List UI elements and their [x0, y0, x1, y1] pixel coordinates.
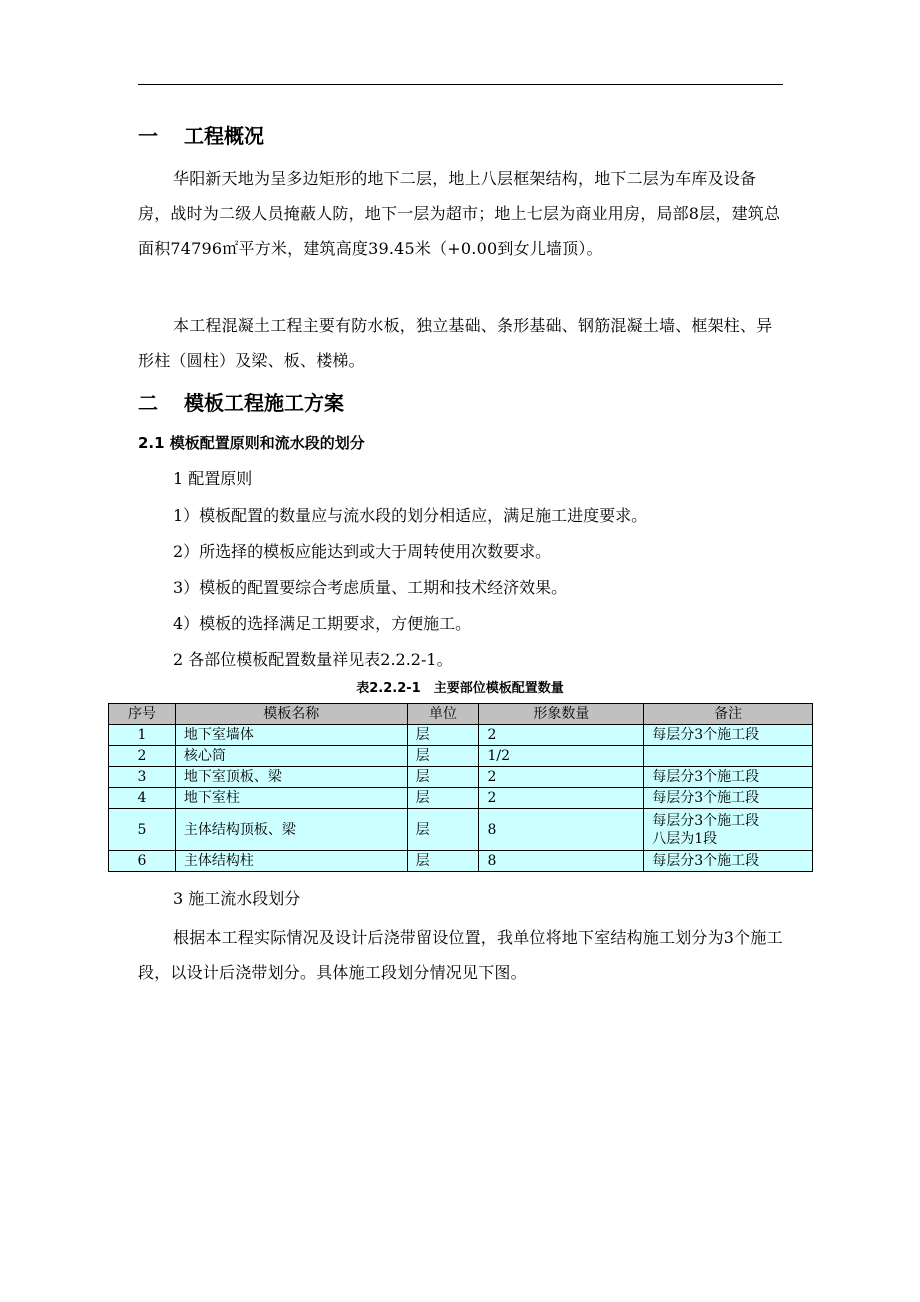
cell-name: 地下室墙体 [175, 725, 407, 746]
cell-name: 地下室柱 [175, 788, 407, 809]
cell-unit: 层 [407, 851, 479, 872]
cell-unit: 层 [407, 767, 479, 788]
section-2-title: 模板工程施工方案 [184, 391, 344, 415]
cell-no: 5 [109, 809, 176, 851]
header-no: 序号 [109, 704, 176, 725]
cell-unit: 层 [407, 725, 479, 746]
section-1-title: 工程概况 [184, 124, 264, 148]
cell-qty: 2 [479, 788, 644, 809]
list-item: 2 各部位模板配置数量祥见表2.2.2-1。 [173, 650, 453, 669]
section-1-number: 一 [138, 124, 158, 148]
cell-qty: 8 [479, 851, 644, 872]
list-item: 4）模板的选择满足工期要求，方便施工。 [173, 614, 472, 633]
table-caption: 表2.2.2-1 主要部位模板配置数量 [356, 681, 564, 696]
header-remark: 备注 [644, 704, 813, 725]
cell-name: 主体结构顶板、梁 [175, 809, 407, 851]
cell-qty: 2 [479, 725, 644, 746]
cell-name: 核心筒 [175, 746, 407, 767]
cell-qty: 2 [479, 767, 644, 788]
list-item: 1）模板配置的数量应与流水段的划分相适应，满足施工进度要求。 [173, 506, 648, 525]
subsection-2-1-title: 2.1 模板配置原则和流水段的划分 [138, 434, 365, 452]
table-row [109, 725, 813, 746]
header-name: 模板名称 [175, 704, 407, 725]
section-2-heading [138, 390, 344, 416]
section-1-heading [138, 123, 264, 149]
list-item: 1 配置原则 [173, 469, 253, 488]
flow-section-heading: 3 施工流水段划分 [173, 889, 301, 908]
table-row [109, 788, 813, 809]
header-rule [138, 84, 783, 85]
cell-no: 2 [109, 746, 176, 767]
table-row [109, 767, 813, 788]
cell-name: 地下室顶板、梁 [175, 767, 407, 788]
cell-no: 3 [109, 767, 176, 788]
table-row [109, 809, 813, 851]
overview-paragraph: 华阳新天地为呈多边矩形的地下二层，地上八层框架结构，地下二层为车库及设备房，战时为二级人员掩蔽人防，地下一层为超市；地上七层为商业用房，局部8层，建筑总面积74796㎡平方米，建筑高度39.45米（+0.00到女儿墙顶）。 [138, 169, 781, 258]
table-row [109, 851, 813, 872]
cell-name: 主体结构柱 [175, 851, 407, 872]
table-header-row [109, 704, 813, 725]
section-2-number: 二 [138, 391, 158, 415]
header-unit: 单位 [407, 704, 479, 725]
cell-unit: 层 [407, 809, 479, 851]
table-row [109, 746, 813, 767]
cell-no: 6 [109, 851, 176, 872]
flow-section-paragraph: 根据本工程实际情况及设计后浇带留设位置，我单位将地下室结构施工划分为3个施工段，以设计后浇带划分。具体施工段划分情况见下图。 [138, 928, 783, 982]
cell-remark [644, 746, 813, 767]
cell-unit: 层 [407, 746, 479, 767]
cell-remark: 每层分3个施工段 [644, 767, 813, 788]
cell-unit: 层 [407, 788, 479, 809]
cell-remark: 每层分3个施工段 [644, 788, 813, 809]
cell-qty: 1/2 [479, 746, 644, 767]
cell-no: 4 [109, 788, 176, 809]
list-item: 3）模板的配置要综合考虑质量、工期和技术经济效果。 [173, 578, 568, 597]
cell-no: 1 [109, 725, 176, 746]
formwork-config-table [108, 703, 813, 872]
list-item: 2）所选择的模板应能达到或大于周转使用次数要求。 [173, 542, 552, 561]
cell-remark: 每层分3个施工段 [644, 725, 813, 746]
cell-remark: 每层分3个施工段 [644, 851, 813, 872]
concrete-scope-paragraph: 本工程混凝土工程主要有防水板，独立基础、条形基础、钢筋混凝土墙、框架柱、异形柱（圆柱）及梁、板、楼梯。 [138, 316, 773, 370]
cell-qty: 8 [479, 809, 644, 851]
cell-remark: 每层分3个施工段 八层为1段 [644, 809, 813, 851]
header-qty: 形象数量 [479, 704, 644, 725]
